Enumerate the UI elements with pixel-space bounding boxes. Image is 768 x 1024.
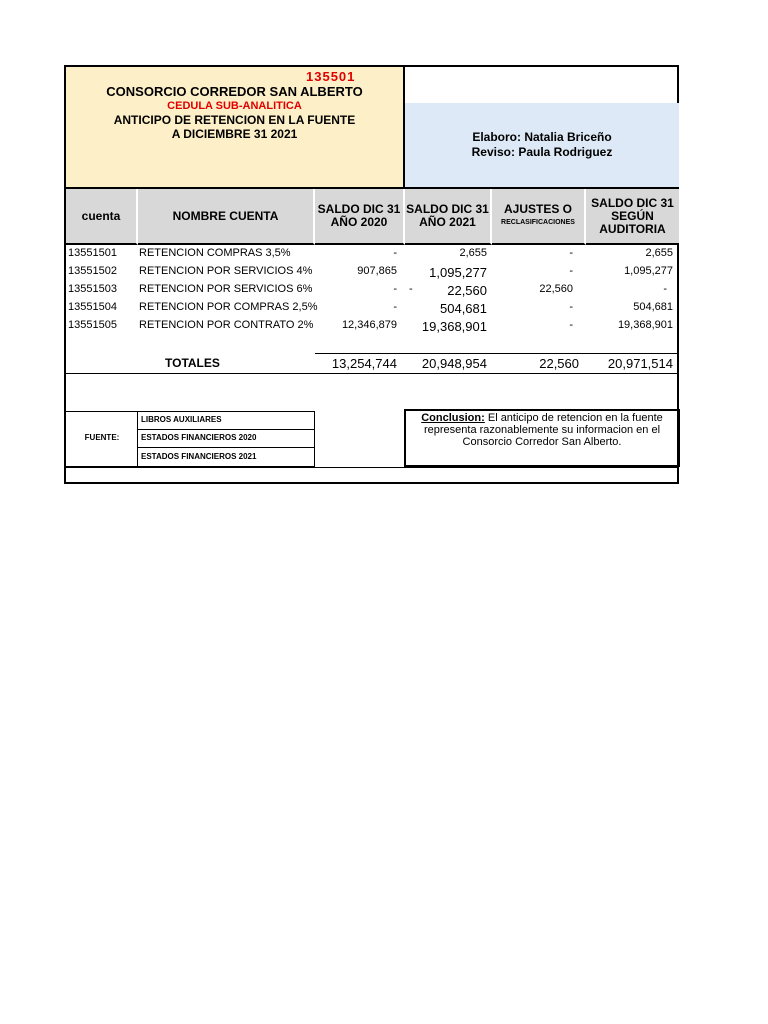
auditoria-cell: 1,095,277	[624, 265, 673, 277]
blank-header-cell	[405, 67, 679, 105]
prepared-by: Elaboro: Natalia Briceño	[472, 130, 612, 144]
account-code: 135501	[306, 69, 356, 84]
nombre-cell: RETENCION POR SERVICIOS 4%	[139, 265, 313, 277]
cuenta-cell: 13551501	[68, 247, 117, 259]
ajuste-cell: -	[569, 247, 573, 259]
title-block	[66, 67, 405, 189]
fuente-item	[137, 447, 315, 467]
ajuste-cell: 22,560	[539, 283, 573, 295]
saldo-2020-cell: 907,865	[357, 265, 397, 277]
total-ajuste: 22,560	[539, 356, 579, 371]
saldo-2020-cell: -	[393, 301, 397, 313]
saldo-2020-cell: -	[393, 247, 397, 259]
table-row	[66, 301, 677, 319]
cuenta-cell: 13551502	[68, 265, 117, 277]
nombre-cell: RETENCION POR COMPRAS 2,5%	[139, 301, 318, 313]
saldo-2021-cell: 1,095,277	[429, 265, 487, 280]
cuenta-cell: 13551505	[68, 319, 117, 331]
col-header-cuenta: cuenta	[66, 189, 138, 245]
totals-row	[66, 356, 677, 374]
ajuste-cell: -	[569, 319, 573, 331]
reviewed-by: Reviso: Paula Rodriguez	[471, 145, 613, 159]
cuenta-cell: 13551503	[68, 283, 117, 295]
col-header-saldo-2020: SALDO DIC 31 AÑO 2020	[315, 189, 405, 245]
fuente-label: FUENTE:	[84, 433, 120, 442]
conclusion-label: Conclusion:	[421, 412, 485, 424]
nombre-cell: RETENCION POR SERVICIOS 6%	[139, 283, 313, 295]
table-row	[66, 265, 677, 283]
fuente-item-label: LIBROS AUXILIARES	[141, 415, 222, 424]
schedule-title: ANTICIPO DE RETENCION EN LA FUENTE	[113, 113, 356, 127]
fuente-label-cell	[66, 411, 138, 467]
auditoria-cell: 2,655	[645, 247, 673, 259]
conclusion-line-1	[406, 412, 678, 424]
review-block	[405, 103, 679, 189]
audit-sheet	[64, 65, 679, 484]
company-name: CONSORCIO CORREDOR SAN ALBERTO	[106, 84, 363, 99]
total-2021: 20,948,954	[421, 356, 487, 371]
ajuste-cell: -	[569, 301, 573, 313]
auditoria-cell: 19,368,901	[617, 319, 673, 331]
section-divider	[66, 373, 677, 374]
conclusion-box	[404, 409, 680, 467]
nombre-cell: RETENCION POR CONTRATO 2%	[139, 319, 314, 331]
table-row	[66, 247, 677, 265]
conclusion-text-2: representa razonablemente su informacion en el	[423, 424, 661, 436]
col-header-nombre: NOMBRE CUENTA	[138, 189, 315, 245]
saldo-2021-cell: 22,560	[447, 283, 487, 298]
fuente-item	[137, 429, 315, 448]
conclusion-text-3: Consorcio Corredor San Alberto.	[462, 436, 622, 448]
table-row	[66, 283, 677, 301]
review-text	[405, 130, 679, 160]
total-auditoria: 20,971,514	[607, 356, 673, 371]
auditoria-cell: -	[663, 283, 667, 295]
cuenta-cell: 13551504	[68, 301, 117, 313]
totals-label: TOTALES	[165, 356, 220, 370]
totals-rule	[315, 353, 677, 354]
table-row	[66, 319, 677, 337]
col-header-auditoria: SALDO DIC 31 SEGÚN AUDITORIA	[586, 189, 679, 245]
col-header-ajustes	[492, 189, 586, 245]
nombre-cell: RETENCION COMPRAS 3,5%	[139, 247, 291, 259]
saldo-2021-prefix: -	[409, 283, 413, 295]
bottom-rule	[66, 467, 677, 468]
auditoria-cell: 504,681	[633, 301, 673, 313]
ajuste-cell: -	[569, 265, 573, 277]
conclusion-text-1: El anticipo de retencion en la fuente	[484, 412, 663, 424]
fuente-item-label: ESTADOS FINANCIEROS 2020	[141, 433, 257, 442]
fuente-item-label: ESTADOS FINANCIEROS 2021	[141, 452, 257, 461]
total-2020: 13,254,744	[331, 356, 397, 371]
saldo-2020-cell: 12,346,879	[341, 319, 397, 331]
saldo-2020-cell: -	[393, 283, 397, 295]
saldo-2021-cell: 2,655	[459, 247, 487, 259]
ajustes-sublabel: RECLASIFICACIONES	[501, 219, 575, 226]
ajustes-label: AJUSTES O	[503, 202, 572, 216]
schedule-date: A DICIEMBRE 31 2021	[171, 127, 298, 141]
schedule-subtitle: CEDULA SUB-ANALITICA	[167, 100, 302, 112]
saldo-2021-cell: 504,681	[440, 301, 487, 316]
col-header-saldo-2021: SALDO DIC 31 AÑO 2021	[405, 189, 492, 245]
fuente-item	[137, 411, 315, 430]
saldo-2021-cell: 19,368,901	[421, 319, 487, 334]
